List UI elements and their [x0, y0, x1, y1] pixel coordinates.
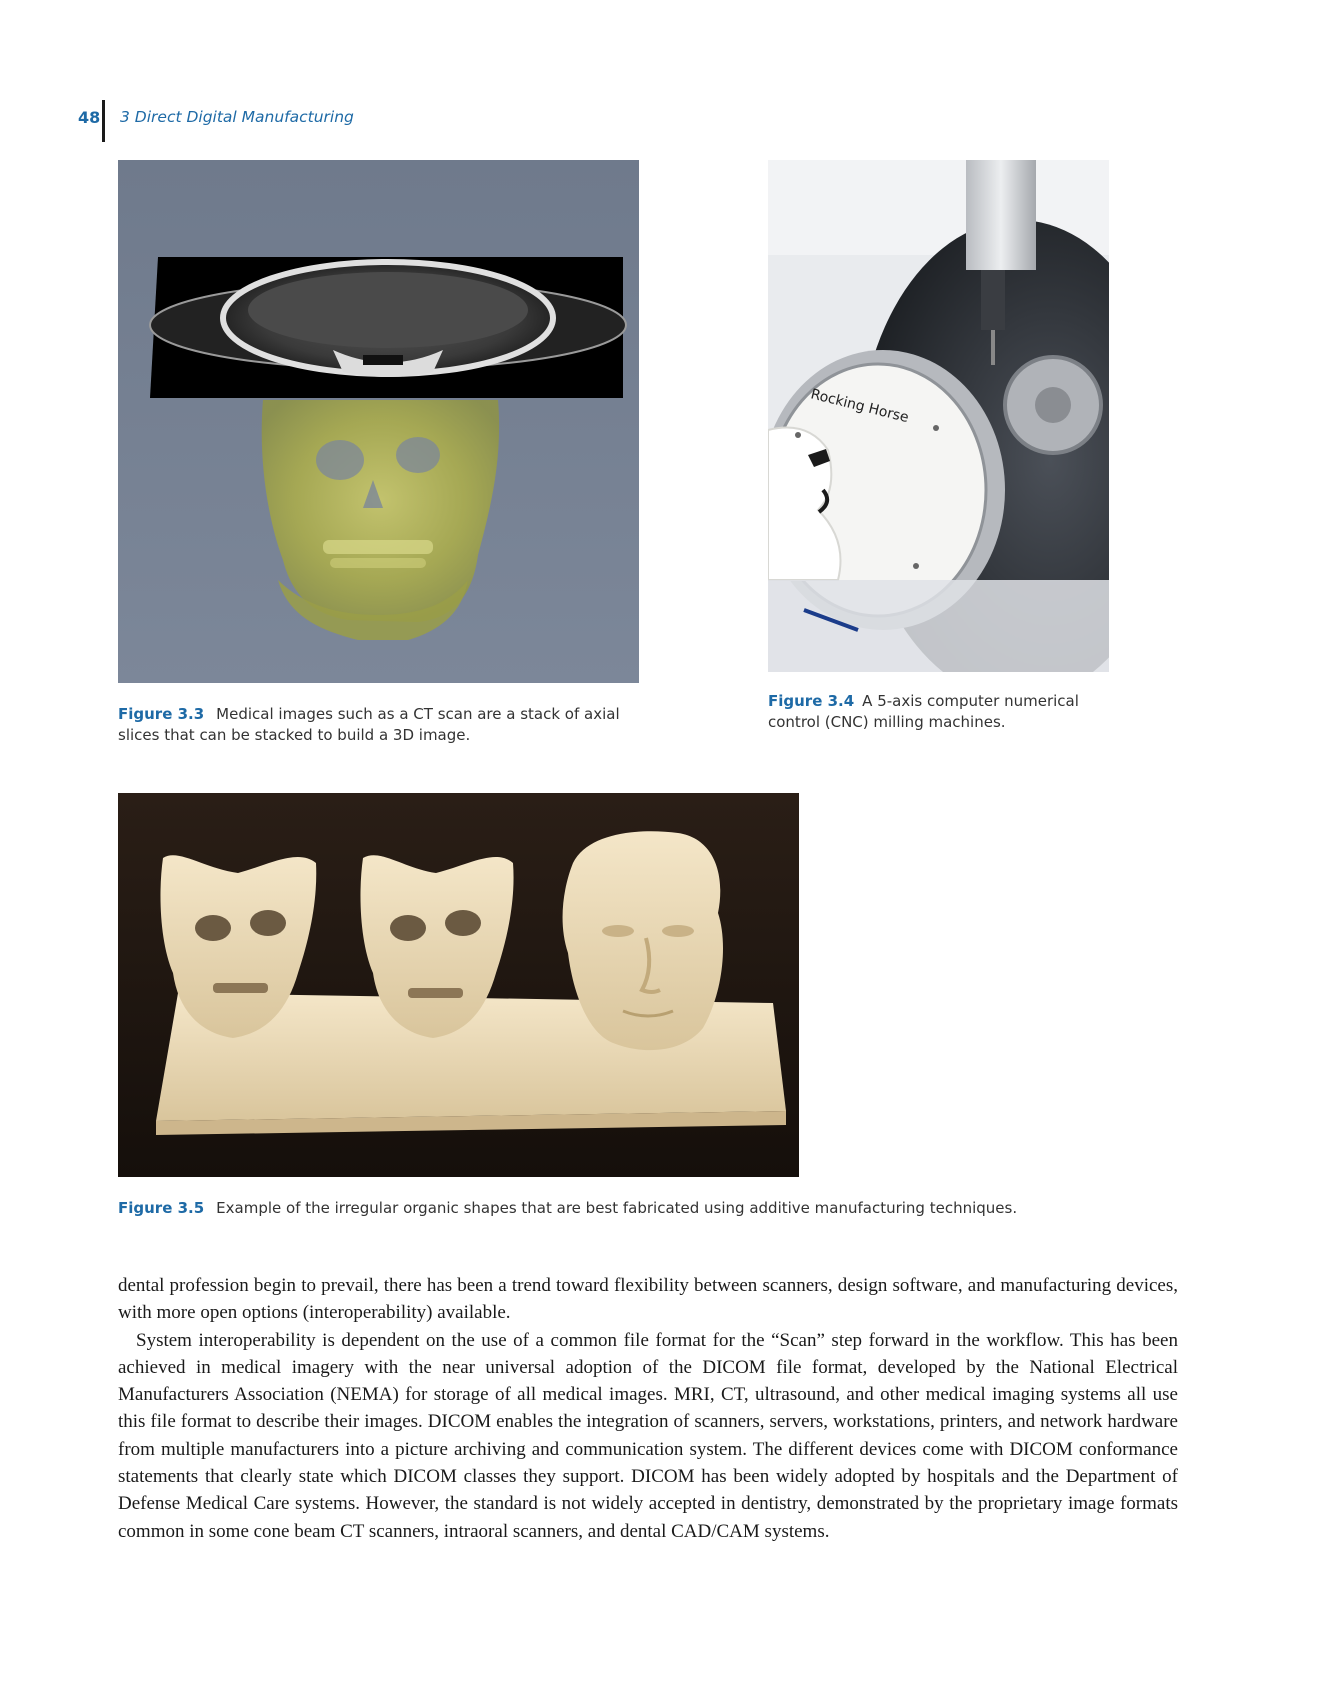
figure-3-4-label: Figure 3.4 — [768, 692, 855, 710]
rocking-horse-inscription: Rocking Horse — [809, 386, 911, 427]
running-head-title: 3 Direct Digital Manufacturing — [120, 108, 354, 126]
paragraph-continued: dental profession begin to prevail, there has been a trend toward flexibility between scanners, design software, and manufacturing devices, with more open options (interoperability) available. — [118, 1275, 1178, 1324]
figure-3-3-label: Figure 3.3 — [118, 705, 205, 723]
figure-3-5-label: Figure 3.5 — [118, 1199, 205, 1217]
figure-3-3-caption — [118, 704, 648, 746]
header-divider — [102, 100, 105, 142]
figure-3-5-image — [118, 793, 799, 1177]
figure-3-5-caption-text: Example of the irregular organic shapes that are best fabricated using additive manufacturing techniques. — [216, 1199, 1018, 1217]
figure-3-4-caption — [768, 691, 1113, 733]
figure-3-3-image — [118, 160, 639, 683]
figure-3-4-image — [768, 160, 1109, 672]
figure-3-4-caption-text: A 5-axis computer numerical control (CNC) milling machines. — [768, 692, 1079, 731]
page-number: 48 — [78, 108, 101, 127]
figure-3-3-caption-text: Medical images such as a CT scan are a stack of axial slices that can be stacked to build a 3D image. — [118, 705, 620, 744]
body-text — [118, 1272, 1178, 1545]
paragraph-interoperability: System interoperability is dependent on the use of a common file format for the “Scan” step forward in the workflow. This has been achieved in medical imagery with the near universal adoption of the DICOM file format, developed by the National Electrical Manufacturers Association (NEMA) for storage of all medical images. MRI, CT, ultrasound, and other medical imaging systems all use this file format to describe their images. DICOM enables the integration of scanners, servers, workstations, printers, and network hardware from multiple manufacturers into a picture archiving and communication system. The different devices come with DICOM conformance statements that clearly state which DICOM classes they support. DICOM has been widely adopted by hospitals and the Department of Defense Medical Care systems. However, the standard is not widely accepted in dentistry, demonstrated by the proprietary image formats common in some cone beam CT scanners, intraoral scanners, and dental CAD/CAM systems. — [118, 1329, 1178, 1542]
figure-3-5-caption — [118, 1198, 1118, 1219]
